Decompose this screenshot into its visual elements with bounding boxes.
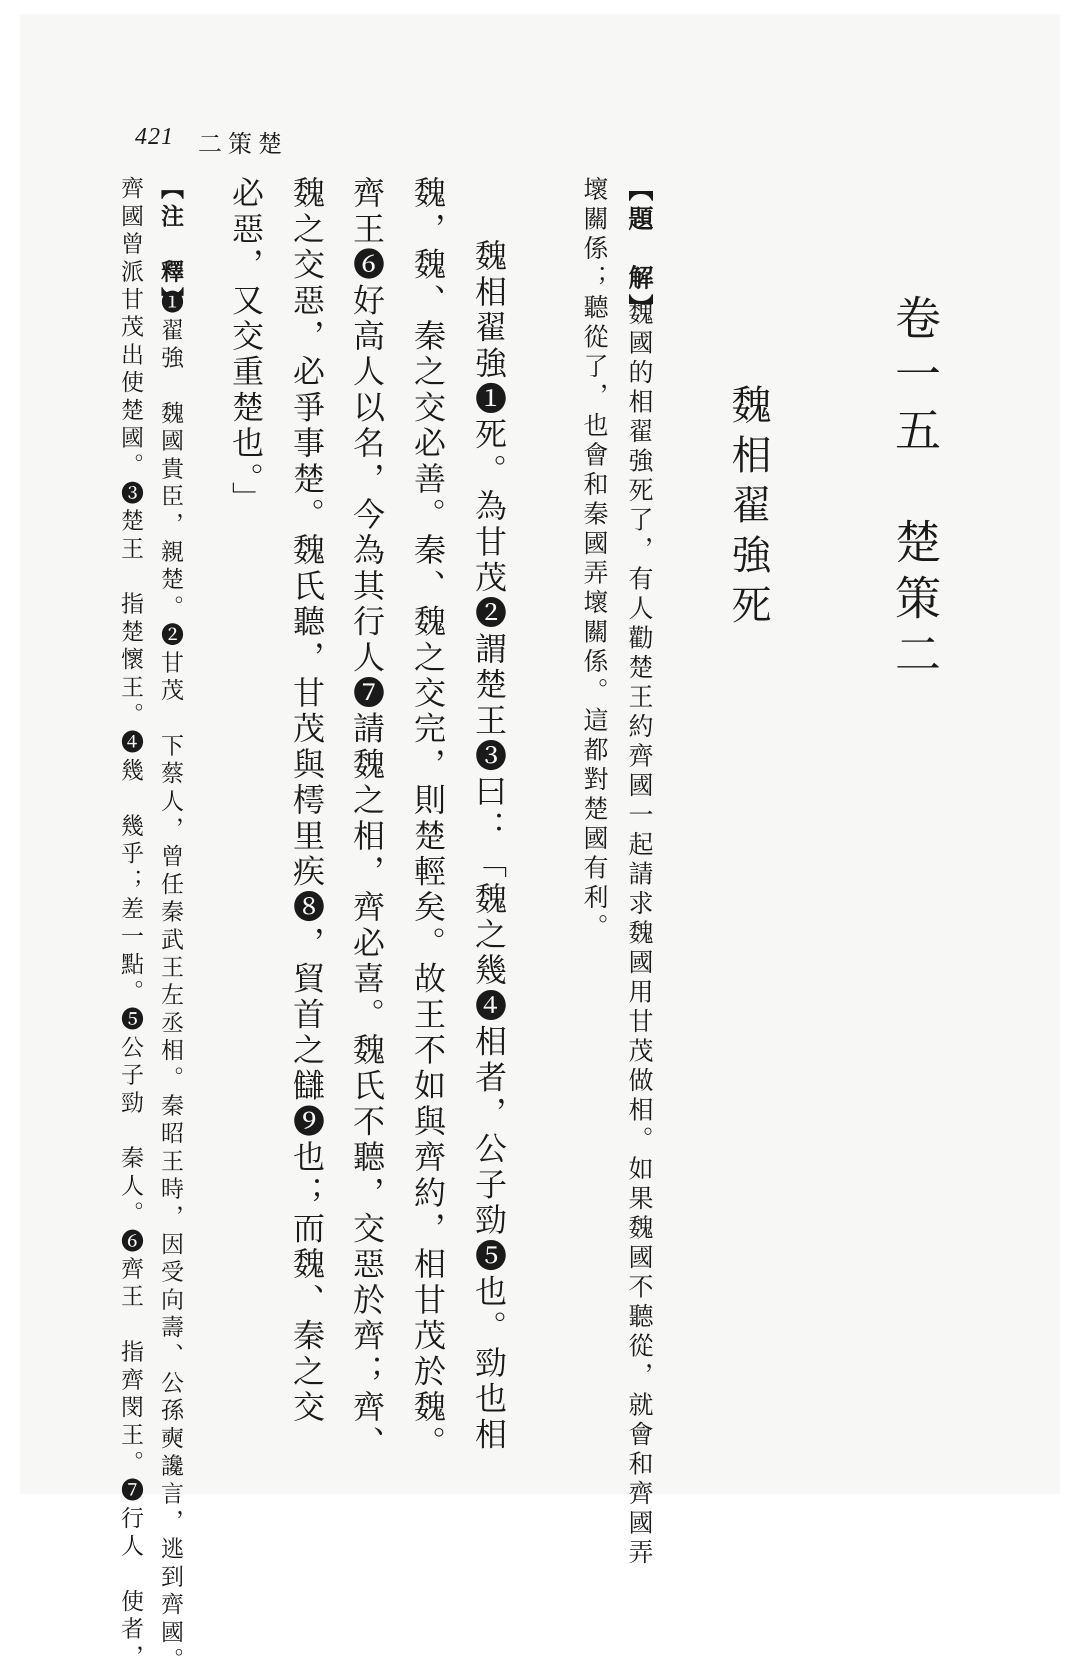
volume-title: 卷一五 楚策二 [888,294,942,686]
intro-line: 魏國的相翟強死了，有人勸楚王約齊國一起請求魏國用甘茂做相。如果魏國不聽從，就會和齊國弄 [625,300,654,1569]
note-line: ❶翟強 魏國貴臣，親楚。❷甘茂 下蔡人，曾任秦武王左丞相。秦昭王時，因受向壽、公孫奭讒言，逃到齊國。 [157,290,183,1675]
intro-line: 壞關係；聽從了，也會和秦國弄壞關係。這都對楚國有利。 [580,176,609,943]
page-number: 421 [135,124,174,150]
book-page [20,14,1060,1675]
main-text-line: 魏相翟強❶死。為甘茂❷謂楚王❸曰：「魏之幾❹相者，公子勁❺也。勁也相 [470,239,508,1453]
main-text-line: 必惡，又交重楚也。」 [227,176,265,517]
intro-label: 【題 解】 [625,176,654,324]
chapter-title: 魏相翟強死 [725,384,771,634]
main-text-line: 齊王❻好高人以名，今為其行人❼請魏之相，齊必喜。魏氏不聽，交惡於齊；齊、 [348,176,386,1462]
running-header: 二策楚 [198,130,288,158]
notes-label: 【注 釋】 [157,176,184,315]
note-line: 齊國曾派甘茂出使楚國。❸楚王 指楚懷王。❹幾 幾乎；差一點。❺公子勁 秦人。❻齊王 指齊閔王。❼行人 使者， [117,176,143,1672]
main-text-line: 魏之交惡，必爭事楚。魏氏聽，甘茂與樗里疾❽，貿首之讎❾也；而魏、秦之交 [288,176,326,1426]
main-text-line: 魏，魏、秦之交必善。秦、魏之交完，則楚輕矣。故王不如與齊約，相甘茂於魏。 [409,176,447,1462]
